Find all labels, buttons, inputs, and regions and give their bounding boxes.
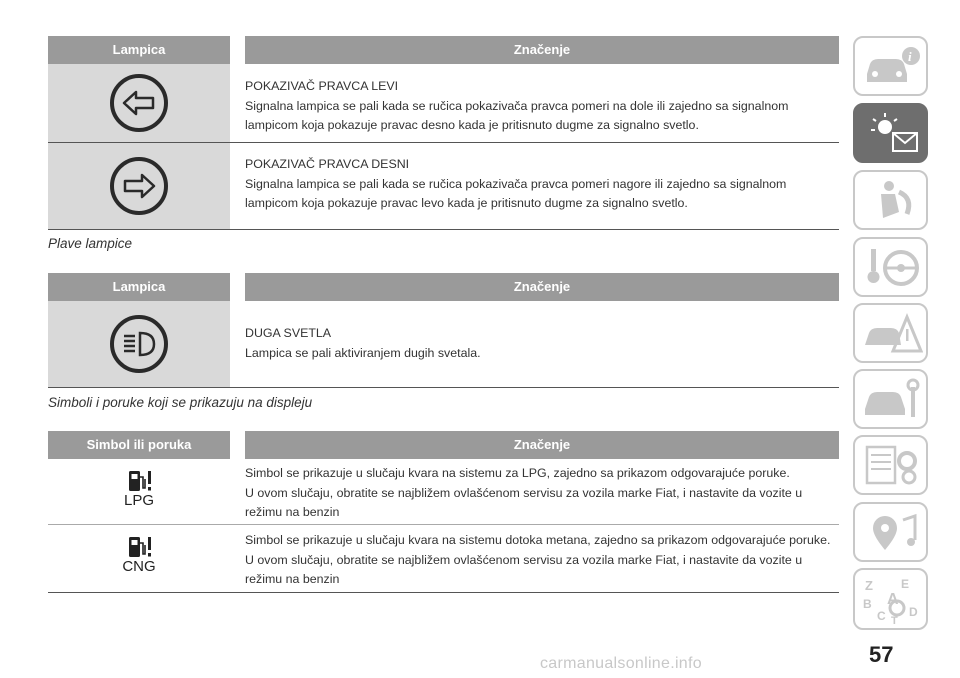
table2-col2-header: Značenje bbox=[513, 279, 571, 294]
tab-car-info[interactable] bbox=[853, 36, 928, 96]
tab-safety[interactable] bbox=[853, 170, 928, 230]
multimedia-icon bbox=[861, 510, 923, 556]
table1-col2-header: Značenje bbox=[513, 42, 571, 57]
svg-text:D: D bbox=[909, 605, 918, 619]
icon-label: LPG bbox=[123, 492, 154, 509]
technical-data-icon bbox=[861, 443, 923, 489]
row-title: POKAZIVAČ PRAVCA LEVI bbox=[245, 79, 399, 93]
emergency-icon bbox=[861, 311, 923, 357]
row-text: U ovom slučaju, obratite se najbližem ovlašćenom servisu za vozila marke Fiat, i nastavite da vozite u bbox=[245, 485, 803, 500]
tab-index[interactable] bbox=[853, 568, 928, 630]
tab-warning-lights[interactable] bbox=[853, 103, 928, 163]
arrow-right-indicator-icon bbox=[110, 157, 168, 215]
arrow-left-indicator-icon bbox=[110, 74, 168, 132]
row-text: režimu na benzin bbox=[245, 505, 340, 519]
car-maintenance-icon bbox=[861, 377, 923, 423]
starting-driving-icon bbox=[861, 245, 923, 291]
table3-col2-header: Značenje bbox=[513, 437, 571, 452]
row-text: lampicom koja pokazuje pravac levo kada je pritisnuto dugme za signalno svetlo. bbox=[245, 196, 688, 210]
section-title: Plave lampice bbox=[48, 236, 133, 251]
section-title: Simboli i poruke koji se prikazuju na displeju bbox=[48, 395, 313, 410]
row-title: POKAZIVAČ PRAVCA DESNI bbox=[245, 157, 410, 171]
table2-header bbox=[48, 273, 839, 301]
row-text: režimu na benzin bbox=[245, 572, 340, 586]
table-row bbox=[48, 525, 839, 593]
svg-text:T: T bbox=[891, 615, 898, 624]
row-text: Signalna lampica se pali kada se ručica pokazivača pravca pomeri nagore ili zajedno sa signalnom bbox=[245, 176, 787, 191]
page-number: 57 bbox=[869, 642, 894, 667]
svg-text:B: B bbox=[863, 597, 872, 611]
table3-col1-header: Simbol ili poruka bbox=[86, 437, 192, 452]
row-text: Signalna lampica se pali kada se ručica pokazivača pravca pomeri na dole ili zajedno sa signalnom bbox=[245, 98, 789, 113]
table1-col1-header: Lampica bbox=[112, 42, 166, 57]
row-text: Simbol se prikazuje u slučaju kvara na sistemu za LPG, zajedno sa prikazom odgovarajuće poruke. bbox=[245, 466, 790, 480]
table-row bbox=[48, 143, 839, 230]
car-info-icon bbox=[861, 44, 923, 90]
svg-text:Z: Z bbox=[865, 578, 873, 593]
fuel-pump-warning-icon bbox=[119, 535, 159, 559]
row-text: U ovom slučaju, obratite se najbližem ovlašćenom servisu za vozila marke Fiat, i nastavite da vozite u bbox=[245, 552, 803, 567]
tab-emergency[interactable] bbox=[853, 303, 928, 363]
table-row bbox=[48, 459, 839, 525]
row-text: Simbol se prikazuje u slučaju kvara na sistemu dotoka metana, zajedno sa prikazom odgovarajuće poruke. bbox=[245, 533, 831, 547]
warning-light-message-icon bbox=[861, 111, 923, 157]
table-row bbox=[48, 301, 839, 388]
svg-text:A: A bbox=[887, 591, 899, 608]
tab-starting[interactable] bbox=[853, 237, 928, 297]
table3-header bbox=[48, 431, 839, 459]
svg-text:C: C bbox=[877, 609, 886, 623]
icon-label: CNG bbox=[122, 558, 156, 575]
watermark: carmanualsonline.info bbox=[540, 655, 702, 672]
table-row bbox=[48, 64, 839, 143]
table2-col1-header: Lampica bbox=[112, 279, 166, 294]
fuel-pump-warning-icon bbox=[119, 469, 159, 493]
row-text: Lampica se pali aktiviranjem dugih svetala. bbox=[245, 345, 481, 360]
row-text: lampicom koja pokazuje pravac desno kada je pritisnuto dugme za signalno svetlo. bbox=[245, 118, 699, 132]
high-beam-icon bbox=[110, 315, 168, 373]
row-title: DUGA SVETLA bbox=[245, 326, 332, 340]
tab-technical-data[interactable] bbox=[853, 435, 928, 495]
safety-airbag-icon bbox=[861, 178, 923, 224]
svg-text:i: i bbox=[908, 49, 912, 64]
tab-maintenance[interactable] bbox=[853, 369, 928, 429]
svg-text:E: E bbox=[901, 577, 910, 591]
index-icon bbox=[861, 576, 923, 624]
tab-multimedia[interactable] bbox=[853, 502, 928, 562]
table1-header bbox=[48, 36, 839, 64]
